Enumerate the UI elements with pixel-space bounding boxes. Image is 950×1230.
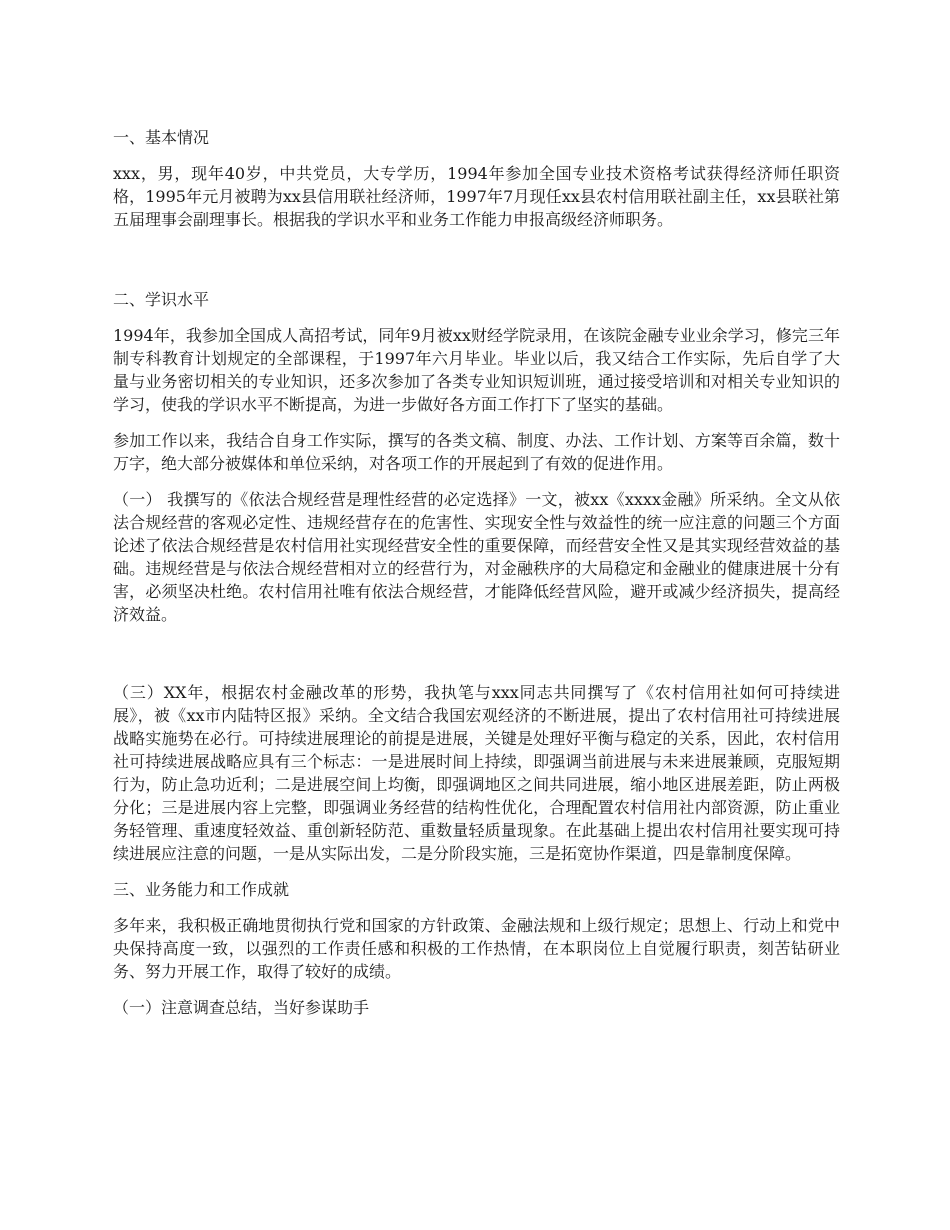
subsection-heading-research: （一）注意调查总结，当好参谋助手 [113,998,370,1017]
paragraph-education: 1994年，我参加全国成人高招考试，同年9月被xx财经学院录用，在该院金融专业业余学习，修完三年制专科教育计划规定的全部课程，于1997年六月毕业。毕业以后，我又结合工作实际，先后自学了大量与业务密切相关的专业知识，还多次参加了各类专业知识短训班，通过接受培训和对相关专业知识的学习，使我的学识水平不断提高，为进一步做好各方面工作打下了坚实的基础。 [113,326,840,414]
document-body [113,126,840,1032]
paragraph-article-one: （一） 我撰写的《依法合规经营是理性经营的必定选择》一文，被xx《xxxx金融》所采纳。全文从依法合规经营的客观必定性、违规经营存在的危害性、实现安全性与效益性的统一应注意的问题三个方面论述了依法合规经营是农村信用社实现经营安全性的重要保障，而经营安全性又是其实现经营效益的基础。违规经营是与依法合规经营相对立的经营行为，对金融秩序的大局稳定和金融业的健康进展十分有害，必须坚决杜绝。农村信用社唯有依法合规经营，才能降低经营风险，避开或减少经济损失，提高经济效益。 [113,490,840,624]
paragraph-writing-overview: 参加工作以来，我结合自身工作实际，撰写的各类文稿、制度、办法、工作计划、方案等百余篇，数十万字，绝大部分被媒体和单位采纳，对各项工作的开展起到了有效的促进作用。 [113,431,840,473]
section-heading-business-ability: 三、业务能力和工作成就 [113,880,290,899]
spacer [113,244,840,288]
spacer [113,639,840,681]
paragraph-basic-info: xxx，男，现年40岁，中共党员，大专学历，1994年参加全国专业技术资格考试获得经济师任职资格，1995年元月被聘为xx县信用联社经济师，1997年7月现任xx县农村信用联社副主任，xx县联社第五届理事会副理事长。根据我的学识水平和业务工作能力申报高级经济师职务。 [113,164,840,229]
section-heading-academic-level: 二、学识水平 [113,290,210,309]
section-heading-basic-info: 一、基本情况 [113,128,210,147]
paragraph-article-three: （三）XX年，根据农村金融改革的形势，我执笔与xxx同志共同撰写了《农村信用社如何可持续进展》，被《xx市内陆特区报》采纳。全文结合我国宏观经济的不断进展，提出了农村信用社可持续进展战略实施势在必行。可持续进展理论的前提是进展，关键是处理好平衡与稳定的关系，因此，农村信用社可持续进展战略应具有三个标志：一是进展时间上持续，即强调当前进展与未来进展兼顾，克服短期行为，防止急功近利；二是进展空间上均衡，即强调地区之间共同进展，缩小地区进展差距，防止两极分化；三是进展内容上完整，即强调业务经营的结构性优化，合理配置农村信用社内部资源，防止重业务轻管理、重速度轻效益、重创新轻防范、重数量轻质量现象。在此基础上提出农村信用社要实现可持续进展应注意的问题，一是从实际出发，二是分阶段实施，三是拓宽协作渠道，四是靠制度保障。 [113,683,840,863]
paragraph-achievements: 多年来，我积极正确地贯彻执行党和国家的方针政策、金融法规和上级行规定；思想上、行动上和党中央保持高度一致，以强烈的工作责任感和积极的工作热情，在本职岗位上自觉履行职责，刻苦钻研业务、努力开展工作，取得了较好的成绩。 [113,916,840,981]
